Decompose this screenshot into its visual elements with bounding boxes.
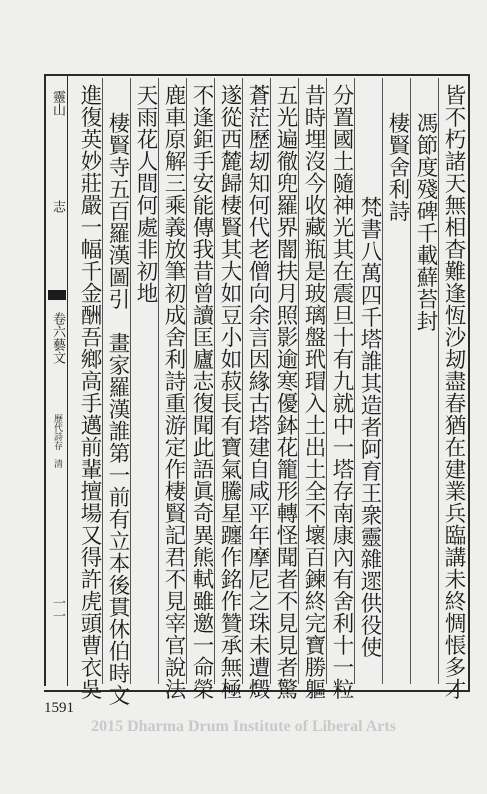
text-column: 梵書八萬四千塔誰其造者阿育王衆靈雜遝供役使 xyxy=(357,196,382,658)
margin-section-label: 卷六藝文 xyxy=(50,312,65,364)
margin-folio-label: 一一 xyxy=(50,596,65,622)
text-column: 蒼茫歷刼知何代老僧向余言因緣古塔建自咸平年摩尼之珠未遭燬 xyxy=(245,84,270,700)
text-column-title: 棲賢舍利詩 xyxy=(385,112,410,222)
text-column: 不逢鉅手安能傳我昔曾讀匡廬志復聞此語眞奇異熊軾雖邀一命榮 xyxy=(189,84,214,700)
text-column: 馮節度殘碑千載蘚苔封 xyxy=(413,112,438,332)
watermark: 2015 Dharma Drum Institute of Liberal Arts xyxy=(91,718,396,735)
text-area xyxy=(70,78,466,706)
fishtail-mark xyxy=(48,290,66,300)
margin-chapter-label: 志 xyxy=(50,200,65,213)
text-column: 昔時埋沒今收藏瓶是玻璃盤玳瑁入土出土全不壞百鍊終完寶勝軀 xyxy=(301,84,326,700)
text-column: 天雨花人間何處非初地 xyxy=(133,84,158,304)
margin-note-label: 歷代詩存 清 xyxy=(52,414,62,468)
text-column: 皆不朽諸天無相杳難逢恆沙刼盡春猶在建業兵臨講未終惆悵多才 xyxy=(441,84,466,700)
text-column: 五光遍徹兜羅界闇扶月照影逾寒優鉢花籠形轉怪聞者不見見者驚 xyxy=(273,84,298,700)
text-column: 進復英妙莊嚴一幅千金酬吾鄉高手邁前輩擅場又得許虎頭曹衣吳 xyxy=(77,84,102,700)
page-number: 1591 xyxy=(44,700,74,716)
text-column: 鹿車原解三乘義放筆初成舍利詩重游定作棲賢記君不見宰官說法 xyxy=(161,84,186,700)
margin-label xyxy=(44,76,68,686)
text-column: 分置國土隨神光其在震旦十有九就中一塔存南康內有舍利十一粒 xyxy=(329,84,354,700)
text-column: 遂從西麓歸棲賢其大如豆小如菽長有寶氣騰星躔作銘作贊承無極 xyxy=(217,84,242,700)
margin-top-label: 靈山 xyxy=(50,90,65,116)
text-column-title: 棲賢寺五百羅漢圖引 畫家羅漢誰第一前有立本後貫休伯時文 xyxy=(105,112,130,706)
